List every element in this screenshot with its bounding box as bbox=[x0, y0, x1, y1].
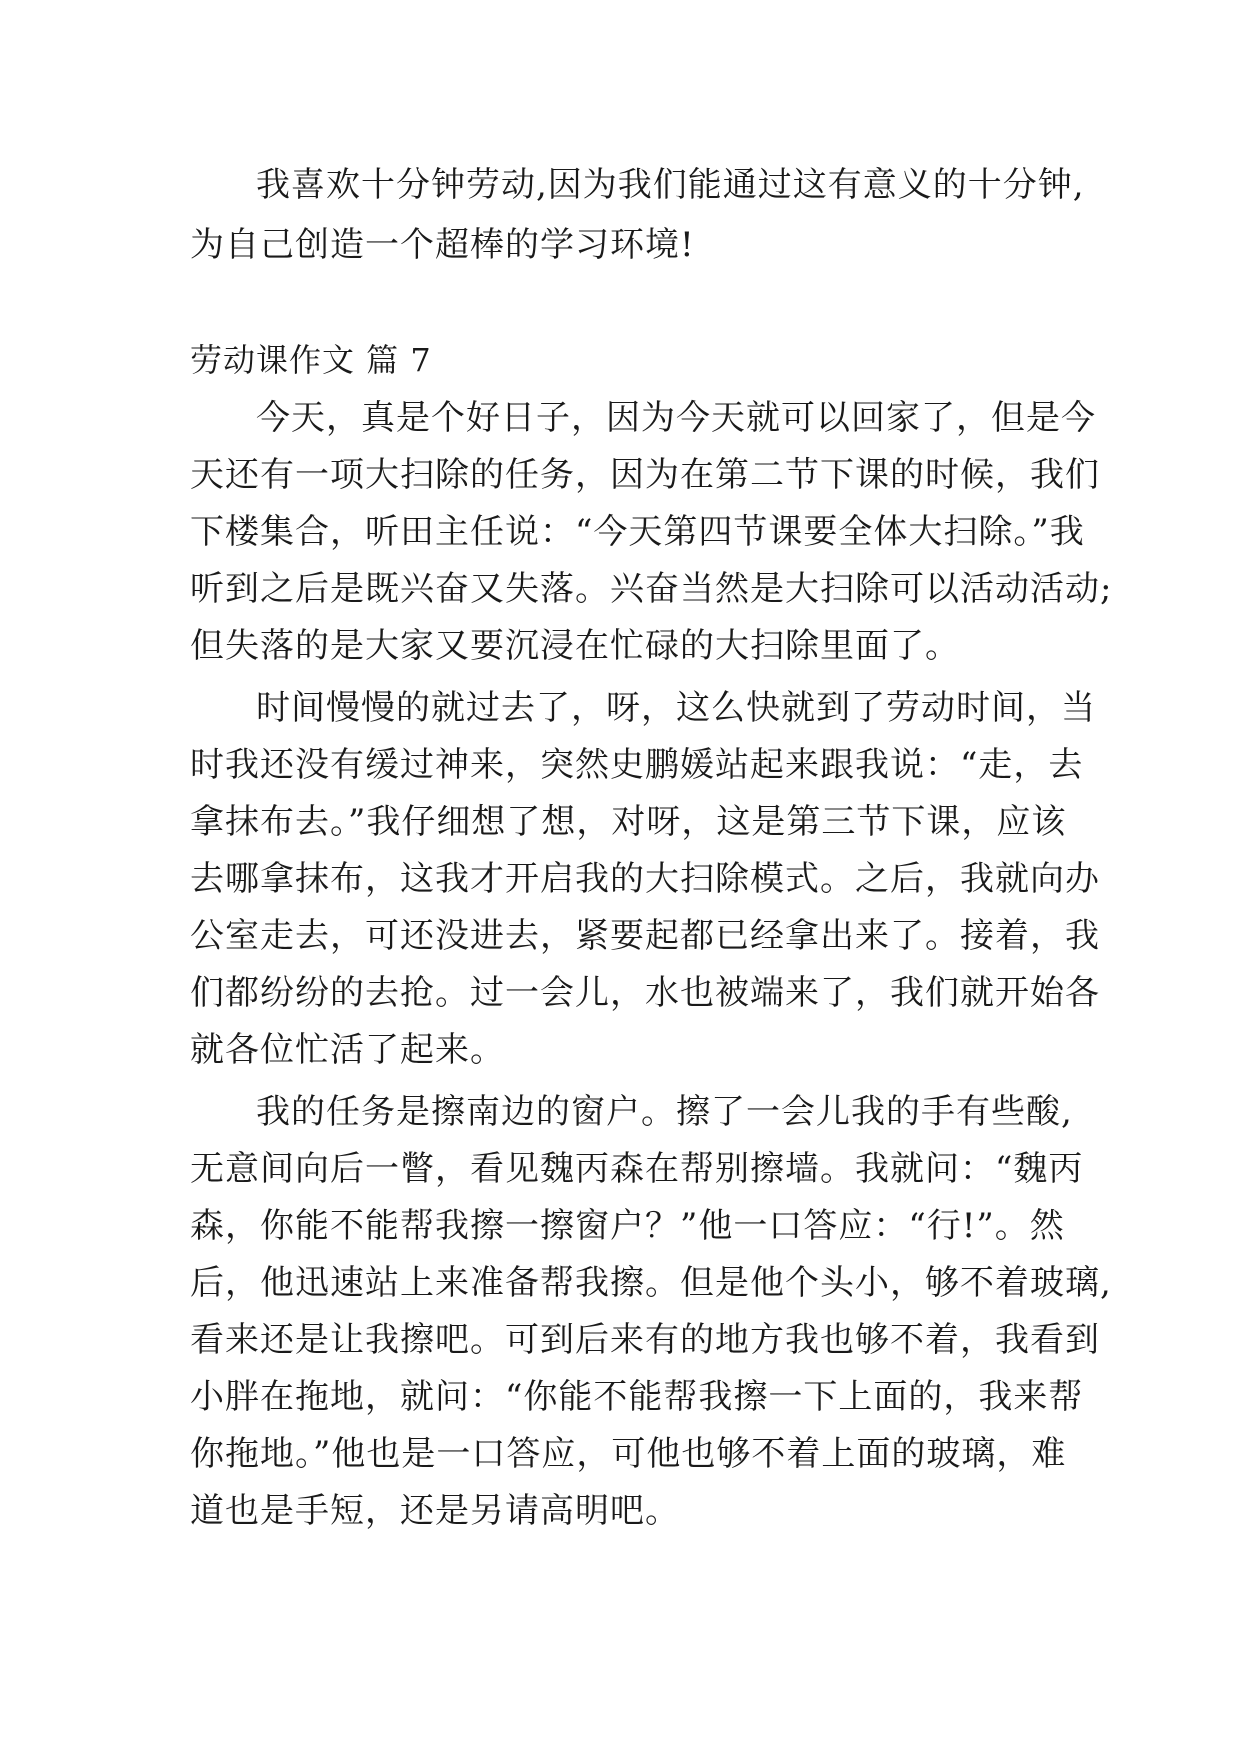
paragraph-3-line-5: 看来还是让我擦吧。可到后来有的地方我也够不着，我看到 bbox=[190, 1320, 1100, 1360]
paragraph-1-line-4: 听到之后是既兴奋又失落。兴奋当然是大扫除可以活动活动; bbox=[190, 569, 1113, 609]
paragraph-2-line-6: 们都纷纷的去抢。过一会儿，水也被端来了，我们就开始各 bbox=[190, 973, 1100, 1013]
section-title: 劳动课作文 篇 7 bbox=[190, 341, 432, 379]
paragraph-2-line-3: 拿抹布去。”我仔细想了想，对呀，这是第三节下课，应该 bbox=[190, 802, 1067, 842]
paragraph-3-line-4: 后，他迅速站上来准备帮我擦。但是他个头小，够不着玻璃, bbox=[190, 1263, 1112, 1303]
paragraph-3-line-1: 我的任务是擦南边的窗户。擦了一会儿我的手有些酸, bbox=[256, 1092, 1073, 1132]
paragraph-2-line-4: 去哪拿抹布，这我才开启我的大扫除模式。之后，我就向办 bbox=[190, 859, 1100, 899]
paragraph-3-line-3: 森，你能不能帮我擦一擦窗户？”他一口答应：“行!”。然 bbox=[190, 1206, 1065, 1246]
paragraph-1-line-2: 天还有一项大扫除的任务，因为在第二节下课的时候，我们 bbox=[190, 455, 1100, 495]
paragraph-3-line-8: 道也是手短，还是另请高明吧。 bbox=[190, 1491, 680, 1531]
intro-line-2: 为自己创造一个超棒的学习环境! bbox=[190, 225, 695, 265]
intro-line-1: 我喜欢十分钟劳动,因为我们能通过这有意义的十分钟, bbox=[256, 165, 1085, 205]
paragraph-2-line-5: 公室走去，可还没进去，紧要起都已经拿出来了。接着，我 bbox=[190, 916, 1100, 956]
paragraph-2-line-2: 时我还没有缓过神来，突然史鹏媛站起来跟我说：“走，去 bbox=[190, 745, 1084, 785]
paragraph-2-line-1: 时间慢慢的就过去了，呀，这么快就到了劳动时间，当 bbox=[256, 688, 1096, 728]
paragraph-2-line-7: 就各位忙活了起来。 bbox=[190, 1030, 505, 1070]
paragraph-3-line-6: 小胖在拖地，就问：“你能不能帮我擦一下上面的，我来帮 bbox=[190, 1377, 1084, 1417]
paragraph-1-line-1: 今天，真是个好日子，因为今天就可以回家了，但是今 bbox=[256, 398, 1096, 438]
paragraph-3-line-7: 你拖地。”他也是一口答应，可他也够不着上面的玻璃，难 bbox=[190, 1434, 1067, 1474]
paragraph-1-line-3: 下楼集合，听田主任说：“今天第四节课要全体大扫除。”我 bbox=[190, 512, 1085, 552]
paragraph-1-line-5: 但失落的是大家又要沉浸在忙碌的大扫除里面了。 bbox=[190, 626, 960, 666]
paragraph-3-line-2: 无意间向后一瞥，看见魏丙森在帮别擦墙。我就问：“魏丙 bbox=[190, 1149, 1084, 1189]
